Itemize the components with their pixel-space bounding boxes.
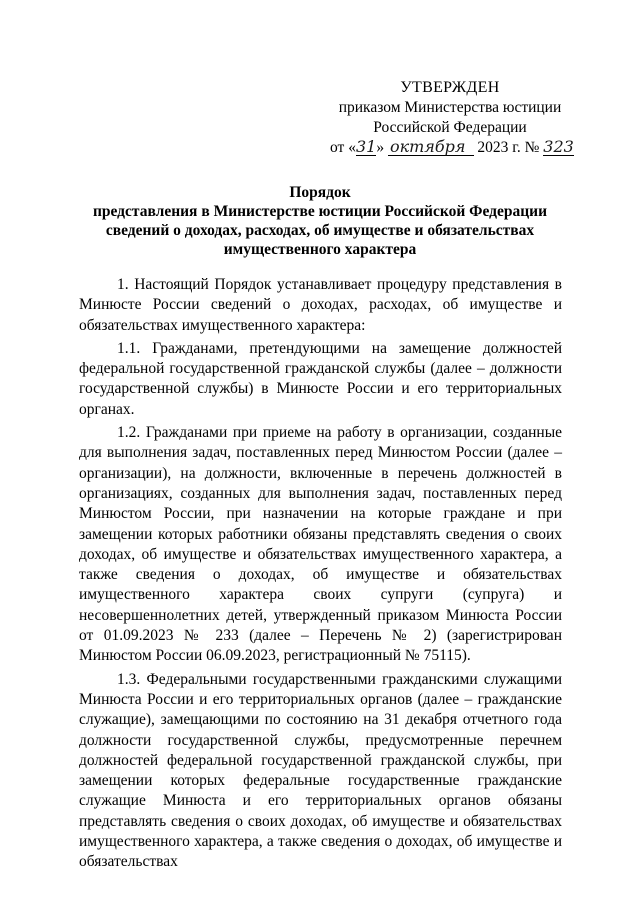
approval-line-order: приказом Министерства юстиции xyxy=(338,99,562,116)
document-title xyxy=(70,183,570,259)
document-body xyxy=(79,275,562,873)
paragraph-1-3: 1.3. Федеральными государственными гражданскими служащими Минюста России и его территориальных органов (далее – гражданские служащие), замещающими по состоянию на 31 декабря отчетного года должности государственной службы, предусмотренные перечнем должностей федеральной государственной гражданской службы, при замещении которых федеральные государственные гражданские служащие Минюста и его территориальных органов обязаны представлять сведения о своих доходах, об имуществе и обязательствах имущественного характера, а также сведения о доходах, об имуществе и обязательствах xyxy=(79,670,562,871)
title-line-2: представления в Министерстве юстиции Российской Федерации xyxy=(92,203,548,220)
title-line-1: Порядок xyxy=(289,184,351,201)
handwritten-order-number: 323 xyxy=(543,137,574,156)
handwritten-day: 31 xyxy=(355,137,377,156)
paragraph-1-2: 1.2. Гражданами при приеме на работу в организации, созданные для выполнения задач, поставленных перед Минюстом России (далее – организации), на должности, включенные в перечень должностей в организациях, созданных для выполнения задач, поставленных перед Минюстом России, при назначении на которые граждане и при замещении которых работники обязаны представлять сведения о своих доходах, об имуществе и обязательствах имущественного характера, а также сведения о доходах, об имуществе и обязательствах имущественного характера своих супруги (супруга) и несовершеннолетних детей, утвержденный приказом Минюста России от 01.09.2023 № 233 (далее – Перечень № 2) (зарегистрирован Минюстом России 06.09.2023, регистрационный № 75115). xyxy=(79,424,562,665)
approval-block xyxy=(330,78,574,158)
paragraph-1: 1. Настоящий Порядок устанавливает процедуру представления в Минюсте России сведений о доходах, расходах, об имуществе и обязательствах имущественного характера: xyxy=(79,276,562,334)
title-line-3: сведений о доходах, расходах, об имуществе и обязательствах xyxy=(105,222,535,239)
date-prefix: от « xyxy=(330,139,356,156)
title-line-4: имущественного характера xyxy=(223,241,417,258)
handwritten-month: октября xyxy=(388,139,474,156)
approval-heading: УТВЕРЖДЕН xyxy=(400,79,500,96)
year-text: 2023 г. № xyxy=(473,139,544,156)
date-mid: » xyxy=(376,139,388,156)
paragraph-1-1: 1.1. Гражданами, претендующими на замещение должностей федеральной государственной гражданской службы (далее – должности государственной службы) в Минюсте России и его территориальных органах. xyxy=(79,339,562,418)
approval-line-federation: Российской Федерации xyxy=(373,119,527,136)
approval-date-line xyxy=(330,137,574,158)
